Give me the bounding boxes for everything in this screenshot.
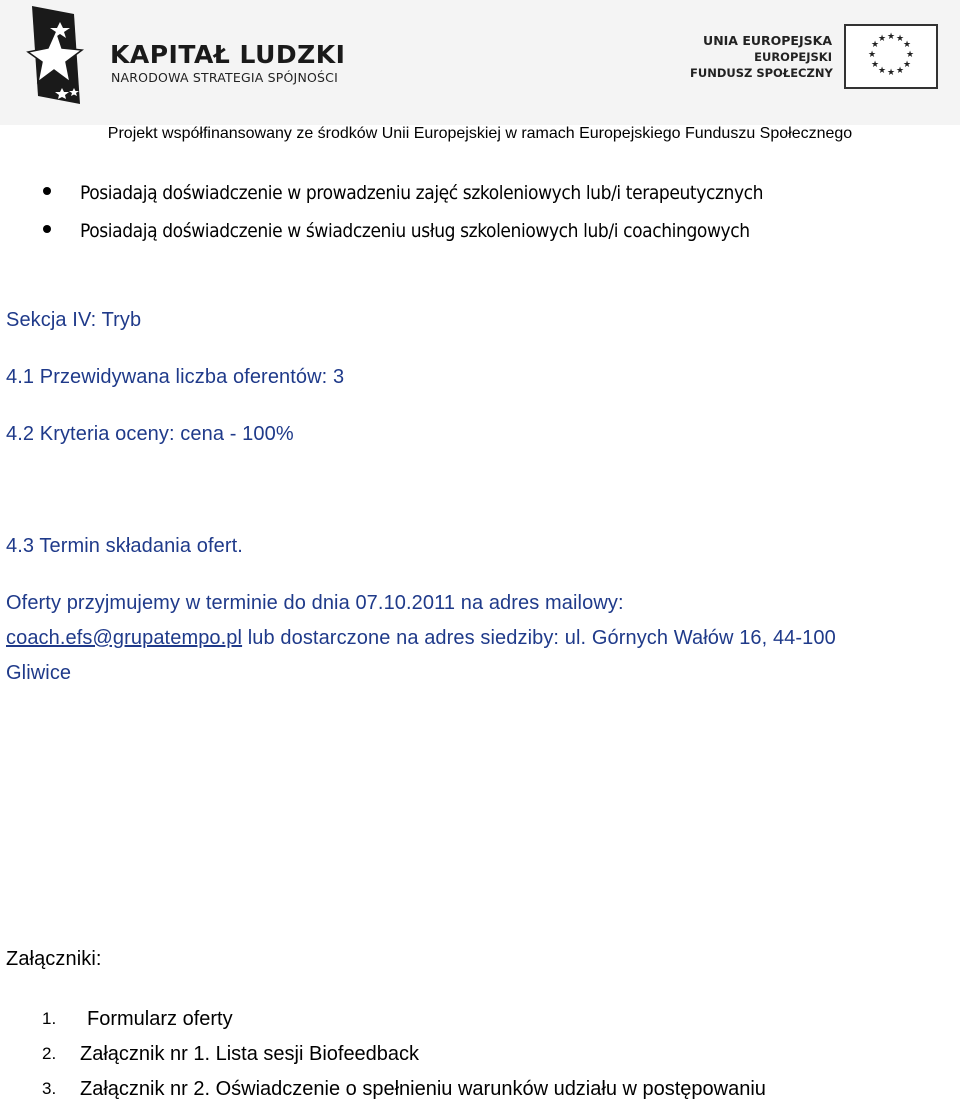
offers-text-line1: Oferty przyjmujemy w terminie do dnia 07.10.2011 na adres mailowy: [6, 592, 624, 614]
svg-text:★: ★ [877, 66, 887, 76]
svg-text:★: ★ [870, 60, 880, 70]
item-4-1: 4.1 Przewidywana liczba oferentów: 3 [6, 366, 345, 388]
svg-text:★: ★ [886, 68, 896, 78]
offers-text-line2 [6, 627, 836, 650]
list-item-text: Formularz oferty [87, 1008, 233, 1030]
kapital-ludzki-mark-icon [14, 4, 104, 110]
page-header [0, 0, 960, 142]
svg-text:★: ★ [867, 50, 877, 60]
list-item-number: 1. [42, 1009, 57, 1028]
list-item-text: Posiadają doświadczenie w prowadzeniu zajęć szkoleniowych lub/i terapeutycznych [80, 182, 764, 204]
item-4-3: 4.3 Termin składania ofert. [6, 535, 243, 557]
project-cofinancing-note: Projekt współfinansowany ze środków Unii Europejskiej w ramach Europejskiego Funduszu Społecznego [107, 125, 853, 142]
eu-label-line: UNIA EUROPEJSKA [703, 33, 832, 48]
offers-text-line2-rest: lub dostarczone na adres siedziby: ul. Górnych Wałów 16, 44-100 [242, 627, 836, 649]
eu-flag-icon [844, 24, 938, 89]
list-item [0, 178, 763, 216]
kapital-ludzki-title: KAPITAŁ LUDZKI [110, 40, 346, 69]
list-item-text: Załącznik nr 1. Lista sesji Biofeedback [80, 1043, 420, 1065]
section-heading: Sekcja IV: Tryb [6, 309, 142, 331]
attachments-heading: Załączniki: [6, 948, 102, 970]
kapital-ludzki-subtitle: NARODOWA STRATEGIA SPÓJNOŚCI [111, 70, 338, 85]
svg-text:★: ★ [870, 40, 880, 50]
list-item-text: Załącznik nr 2. Oświadczenie o spełnieniu warunków udziału w postępowaniu [80, 1078, 766, 1100]
svg-text:★: ★ [902, 60, 912, 70]
svg-text:★: ★ [877, 34, 887, 44]
list-item-number: 2. [42, 1044, 57, 1063]
email-link[interactable]: coach.efs@grupatempo.pl [6, 627, 243, 649]
bullet-icon [43, 225, 51, 233]
list-item [0, 216, 763, 254]
list-item-text: Posiadają doświadczenie w świadczeniu usług szkoleniowych lub/i coachingowych [80, 220, 750, 242]
requirements-list [0, 178, 763, 254]
svg-text:★: ★ [905, 50, 915, 60]
bullet-icon [43, 187, 51, 195]
svg-text:★: ★ [895, 66, 905, 76]
svg-text:★: ★ [902, 40, 912, 50]
eu-fund-label [690, 33, 832, 81]
svg-text:★: ★ [886, 32, 896, 42]
list-item-number: 3. [42, 1079, 57, 1098]
offers-text-line3: Gliwice [6, 662, 72, 684]
kapital-ludzki-logo [14, 4, 344, 110]
eu-stars-icon [846, 26, 936, 87]
svg-text:★: ★ [895, 34, 905, 44]
item-4-2: 4.2 Kryteria oceny: cena - 100% [6, 423, 294, 445]
eu-label-line: FUNDUSZ SPOŁECZNY [690, 66, 833, 80]
eu-label-line: EUROPEJSKI [754, 50, 832, 64]
